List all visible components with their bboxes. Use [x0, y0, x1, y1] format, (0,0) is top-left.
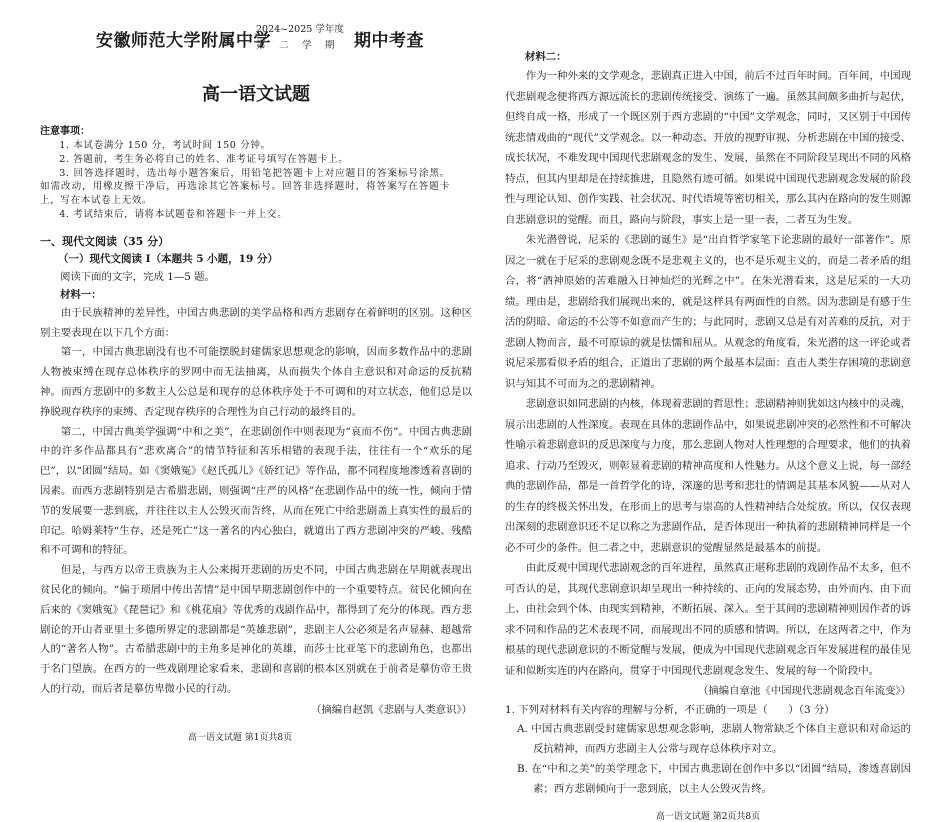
paragraph: 朱光潜曾说，尼采的《悲剧的诞生》是“出自哲学家笔下论悲剧的最好一部著作”。原因之一就在于尼采的悲剧观念既不是悲观主义的，也不是乐观主义的，而是二者矛盾的组合，将“酒神原始的苦难融入日神灿烂的光辉之中”。在朱光潜看来，这是尼采的一大功绩。理由是，悲剧给我们展现出来的，就是这样具有两面性的自然。因为悲剧是有感于生活的阴暗、命运的不公等不如意而产生的；与此同时，悲剧又总是有对苦难的反抗，对于悲剧人物而言，最不可原谅的就是怯懦和屈从。从观念的角度看，朱光潜的这一评论或者说尼采那看似矛盾的组合，正道出了悲剧的两个最基本层面：直击人类生存困境的悲剧意识与知其不可而为之的悲剧精神。: [505, 234, 911, 390]
material2-citation: （摘编自章池《中国现代悲剧观念百年流变》）: [697, 685, 911, 697]
paragraph: 作为一种外来的文学观念，悲剧真正进入中国，前后不过百年时间。百年间，中国现代悲剧观念便将西方源远流长的悲剧传统接受、演练了一遍。虽然其间颇多曲折与起伏，但终自成一格，形成了一个既区别于西方悲剧的“中国”文学观念，同时，又区别于中国传统悲情戏曲的“现代”文学观念。以一种动态、开放的视野审视、分析悲剧在中国的接受、成长状况，不难发现中国现代悲剧观念的发生、发展，虽然在不同阶段呈现出不同的风格特点，但其内里却是在持续推进，且隐然有迹可循。如果说中国现代悲剧观念发展的阶段性与理论认知、创作实践、社会状况、时代语境等密切相关，那么其内在路向的发生则源自悲剧意识的觉醒。而且，路向与阶段，事实上是一里一表，二者互为生发。: [505, 70, 911, 226]
notice-item: 2. 答题前，考生务必将自己的姓名、准考证号填写在答题卡上。: [59, 153, 349, 165]
exam-name: 期中考查: [354, 31, 424, 51]
option-b: B. 在“中和之美”的美学理念下，中国古典悲剧在创作中多以“团圆”结局，渗透喜剧因素；西方悲剧倾向于一悲到底，以主人公毁灭告终。: [517, 763, 911, 795]
term: 第 二 学 期: [256, 40, 337, 51]
page1-column: [40, 122, 472, 743]
notice-title: 注意事项：: [40, 126, 90, 137]
subsection-heading: （一）现代文阅读 I（本题共 5 小题，19 分）: [58, 252, 278, 265]
material1-title: 材料一：: [60, 288, 102, 301]
school-year: 2024~2025 学年度: [256, 24, 344, 35]
question-stem: 1. 下列对材料有关内容的理解与分析，不正确的一项是（ ）（3 分）: [505, 704, 835, 716]
material2-body: [505, 66, 911, 681]
page2-column: [505, 48, 911, 822]
notice-item: 4. 考试结束后，请将本试题卷和答题卡一并上交。: [59, 208, 288, 220]
option-a: A. 中国古典悲剧受封建儒家思想观念影响，悲剧人物常缺乏个体自主意识和对命运的反抗精神，而西方悲剧主人公常与现存总体秩序对立。: [517, 723, 911, 755]
page-footer: 高一语文试题 第2页共8页: [655, 812, 761, 822]
paragraph: 第一，中国古典悲剧没有也不可能摆脱封建儒家思想观念的影响，因而多数作品中的悲剧人物被束缚在现存总体秩序的罗网中而无法抽离，从而损失个体自主意识和对命运的反抗精神。而西方悲剧中的多数主人公总是和现存的总体秩序处于不可调和的对立状态，他们总是以挣脱现存秩序的束缚、否定现存秩序的合理性为自己行动的最终目的。: [40, 346, 472, 418]
notice-item: 3. 回答选择题时，选出每小题答案后，用铅笔把答题卡上对应题目的答案标号涂黑。如需改动，用橡皮擦干净后，再选涂其它答案标号。回答非选择题时，将答案写在答题卡上，写在本试卷上无效。: [40, 167, 450, 207]
paragraph: 但是，与西方以帝王贵族为主人公来揭开悲剧的历史不同，中国古典悲剧在早期就表现出贫民化的倾向。“偏于琐屑中传出苦情”是中国早期悲剧创作中的一个重要特点。贫民化倾向在后来的《窦娥冤》《琵琶记》和《桃花扇》等优秀的戏剧作品中，都得到了充分的体现。西方悲剧论的开山者亚里士多德所界定的悲剧都是“英雄悲剧”，悲剧主人公必须是名声显赫、超越常人的“著名人物”。古希腊悲剧中的主角多是神化的英雄，而莎士比亚笔下的悲剧角色，也都出于名门望族。在西方的一些戏剧理论家看来，悲剧和喜剧的根本区别就在于前者是摹仿帝王贵人的行动，而后者是摹仿卑微小民的行动。: [40, 564, 472, 695]
reading-instruction: 阅读下面的文字，完成 1—5 题。: [60, 270, 215, 283]
paragraph: 由此反观中国现代悲剧观念的百年进程，虽然真正堪称悲剧的戏剧作品不太多，但不可否认的是，其现代悲剧意识却呈现出一种持续的、正向的发展态势，由外而内、由下而上、由社会到个体、由现实到精神，不断拓展、深入。至于其间的悲剧精神则因作者的诉求不同和作品的艺术表现不同，而展现出不同的质感和情调。所以，在这两者之中，作为根基的现代悲剧意识的不断觉醒与发展，便成为中国现代悲剧观念百年发展进程的最佳见证和似断实连的内在路向，贯穿于中国现代悲剧观念发生、发展的每一个阶段中。: [505, 562, 911, 677]
material1-citation: （摘编自赵凯《悲剧与人类意识》）: [310, 703, 472, 716]
school-name: 安徽师范大学附属中学: [96, 31, 271, 51]
material2-title: 材料二：: [525, 51, 567, 63]
notice-section: [40, 122, 450, 222]
notice-item: 1. 本试卷满分 150 分，考试时间 150 分钟。: [59, 140, 271, 151]
page-footer: 高一语文试题 第1页共8页: [187, 732, 293, 743]
paragraph: 第二，中国古典美学强调“中和之美”，在悲剧创作中则表现为“哀而不伤”。中国古典悲剧中的许多作品都具有“悲欢离合”的情节特征和苦乐相错的表现手法，往往有一个“欢乐的尾巴”，以“团圆”结局。如《窦娥冤》《赵氏孤儿》《娇红记》等作品，都不同程度地渗透着喜剧的因素。而西方悲剧特别是古希腊悲剧，则强调“庄严的风格”在悲剧作品中的统一性，倾向于情节的发展要一悲到底，并往往以主人公毁灭而告终，从而在死亡中给悲剧盖上真实性的最后的印记。哈姆莱特“生存，还是死亡”这一著名的内心独白，就道出了西方悲剧冲突的严峻、残酷和不可调和的特征。: [40, 425, 472, 557]
section-heading: 一、现代文阅读（35 分）: [40, 234, 170, 248]
paragraph: 由于民族精神的差异性，中国古典悲剧的美学品格和西方悲剧存在着鲜明的区别。这种区别主要表现在以下几个方面：: [40, 306, 472, 339]
material1-body: [40, 304, 472, 700]
paragraph: 悲剧意识如同悲剧的内核，体现着悲剧的哲思性；悲剧精神则犹如这内核中的灵魂，展示出悲剧的人性深度。表现在具体的悲剧作品中，如果说悲剧冲突的必然性和不可解决性喻示着悲剧意识的反思深度与力度，那么悲剧人物对人性理想的合理要求，他们的执着追求、行动乃至毁灭，则彰显着悲剧的精神高度和人性魅力。从这个意义上说，每一部经典的悲剧作品，都是一首哲学化的诗，深邃的思考和悲壮的情调是其基本风貌——从对人的生存的终极关怀出发，在形而上的思考与崇高的人性精神结合处绽放。所以，仅仅表现出深刻的悲剧意识还不足以称之为悲剧作品，是否体现出一种执着的悲剧精神同样是一个必不可少的条件。但二者之中，悲剧意识的觉醒显然是最基本的前提。: [505, 398, 911, 554]
page-title: 高一语文试题: [202, 84, 310, 105]
question-1: [505, 701, 911, 799]
